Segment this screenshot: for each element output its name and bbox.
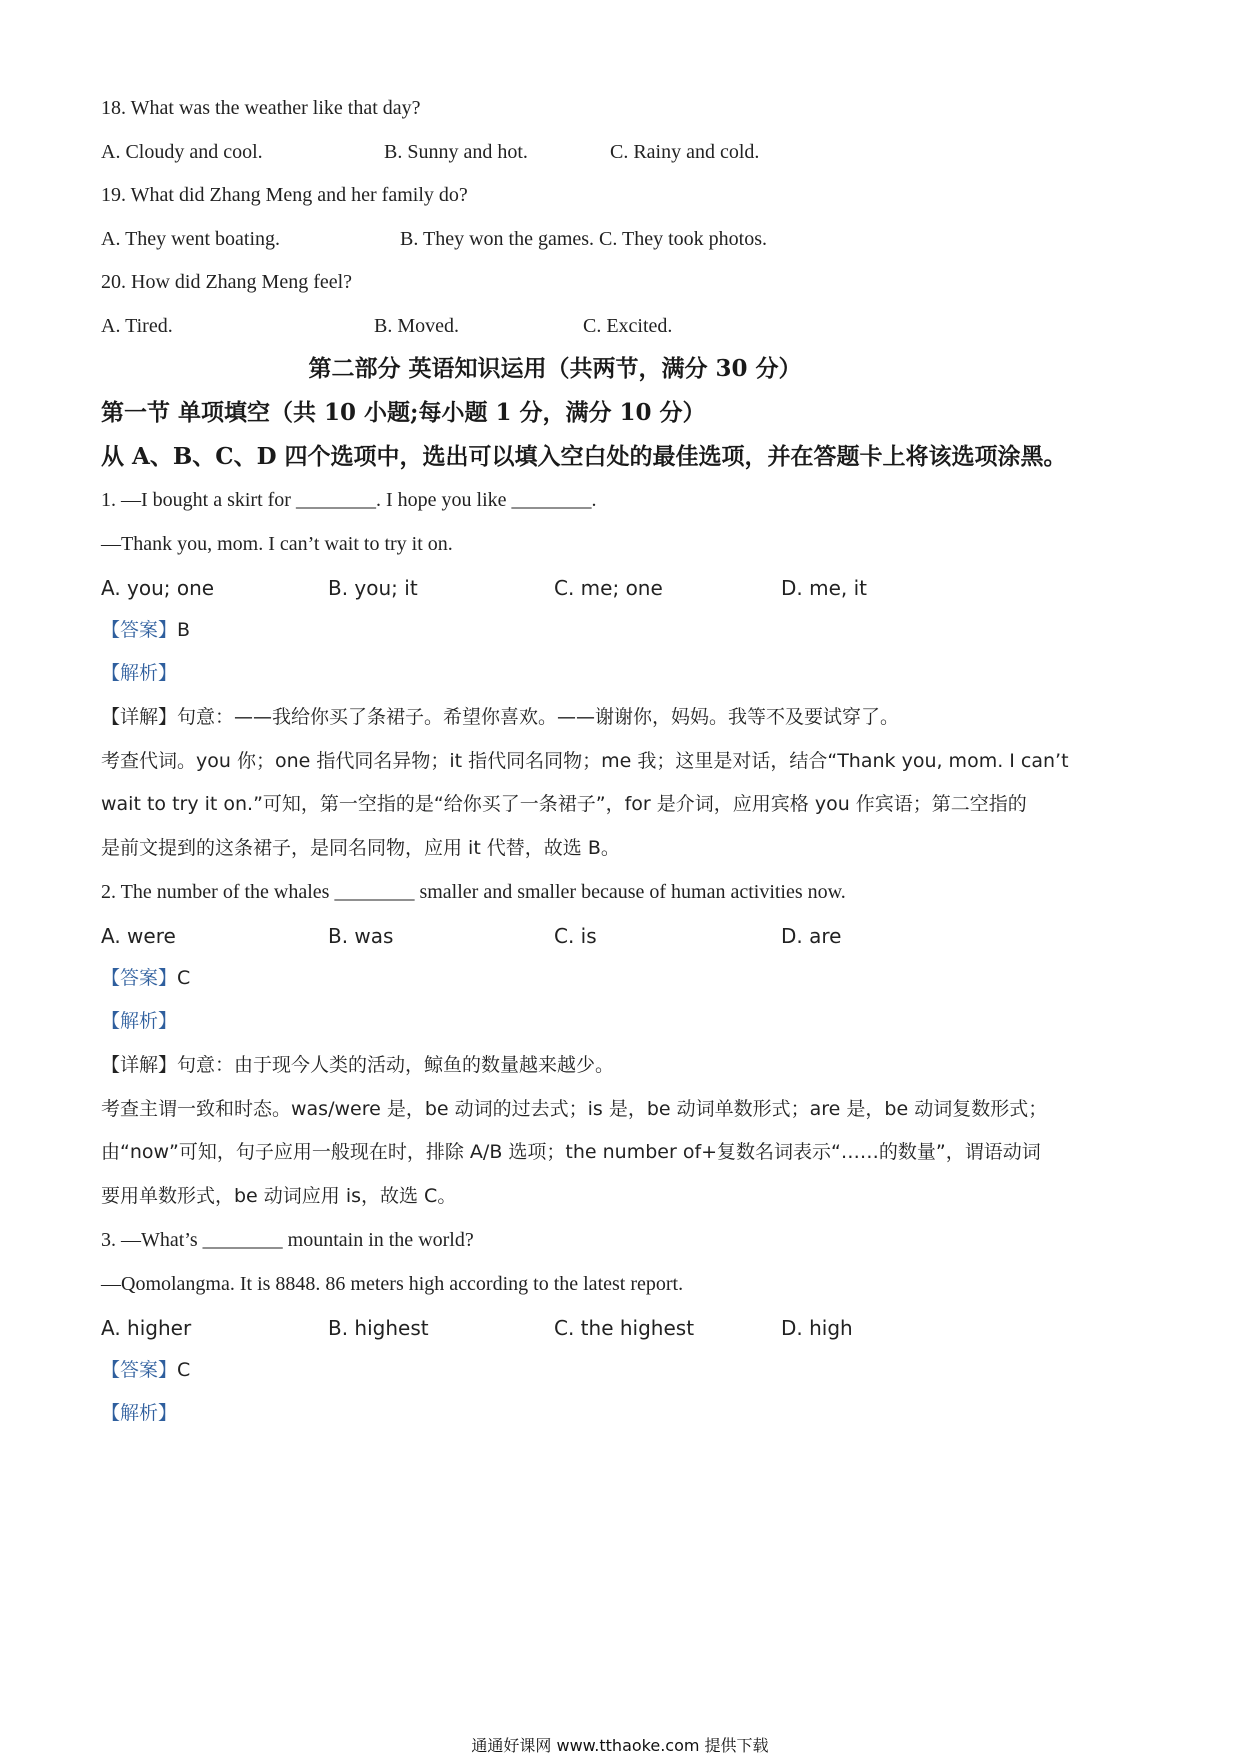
detail-label: 【详解】 [101,1054,178,1076]
section-one-title: 第一节 单项填空（共 10 小题;每小题 1 分，满分 10 分） [101,399,706,426]
question-18-text: 18. What was the weather like that day? [101,97,421,119]
question-18-option-b: B. Sunny and hot. [384,141,528,163]
part-two-title: 第二部分 英语知识运用（共两节，满分 30 分） [308,355,802,382]
question-2-detail [101,1056,614,1075]
question-2-explanation-line-3: 要用单数形式，be 动词应用 is，故选 C。 [101,1185,457,1207]
question-3-analysis-label: 【解析】 [101,1402,178,1424]
question-1-answer [101,621,190,640]
question-2-explanation-line-2: 由“now”可知，句子应用一般现在时，排除 A/B 选项；the number of+复数名词表示“……的数量”，谓语动词 [101,1141,1041,1163]
question-2-answer [101,969,190,988]
question-18-option-a: A. Cloudy and cool. [101,141,263,163]
question-19-option-bc: B. They won the games. C. They took photos. [400,228,768,250]
question-1-option-c: C. me; one [554,576,663,600]
question-3-option-b: B. highest [328,1316,429,1340]
question-2-line-1: 2. The number of the whales ________ smaller and smaller because of human activities now. [101,881,846,903]
answer-value: C [177,1359,191,1381]
question-2-option-c: C. is [554,924,597,948]
question-3-option-c: C. the highest [554,1316,695,1340]
answer-label: 【答案】 [101,1359,178,1381]
question-2-option-a: A. were [101,924,176,948]
question-1-explanation-line-1: 考查代词。you 你；one 指代同名异物；it 指代同名同物；me 我；这里是对话，结合“Thank you, mom. I can’t [101,750,1069,772]
question-19-option-a: A. They went boating. [101,228,281,250]
section-instruction: 从 A、B、C、D 四个选项中，选出可以填入空白处的最佳选项，并在答题卡上将该选项涂黑。 [101,443,1067,470]
question-1-line-2: —Thank you, mom. I can’t wait to try it on. [101,533,453,555]
question-20-text: 20. How did Zhang Meng feel? [101,271,353,293]
question-20-option-b: B. Moved. [374,315,459,337]
question-1-option-a: A. you; one [101,576,215,600]
detail-text: 句意：——我给你买了条裙子。希望你喜欢。——谢谢你，妈妈。我等不及要试穿了。 [177,706,900,728]
question-1-analysis-label: 【解析】 [101,662,178,684]
question-20-option-c: C. Excited. [583,315,673,337]
question-3-option-d: D. high [781,1316,853,1340]
question-2-option-b: B. was [328,924,394,948]
question-20-option-a: A. Tired. [101,315,173,337]
question-3-line-2: —Qomolangma. It is 8848. 86 meters high according to the latest report. [101,1273,684,1295]
detail-text: 句意：由于现今人类的活动，鲸鱼的数量越来越少。 [177,1054,615,1076]
question-2-explanation-line-1: 考查主谓一致和时态。was/were 是，be 动词的过去式；is 是，be 动词单数形式；are 是，be 动词复数形式； [101,1098,1048,1120]
question-2-option-d: D. are [781,924,842,948]
question-18-option-c: C. Rainy and cold. [610,141,760,163]
question-1-option-d: D. me, it [781,576,868,600]
question-3-option-a: A. higher [101,1316,192,1340]
answer-label: 【答案】 [101,619,178,641]
question-1-explanation-line-3: 是前文提到的这条裙子，是同名同物，应用 it 代替，故选 B。 [101,837,620,859]
answer-value: C [177,967,191,989]
question-1-detail [101,708,899,727]
question-1-line-1: 1. —I bought a skirt for ________. I hope you like ________. [101,489,597,511]
question-3-line-1: 3. —What’s ________ mountain in the world? [101,1229,474,1251]
question-3-answer [101,1361,190,1380]
page-footer: 通通好课网 www.tthaoke.com 提供下载 [471,1736,769,1755]
question-19-text: 19. What did Zhang Meng and her family do? [101,184,468,206]
question-2-analysis-label: 【解析】 [101,1010,178,1032]
question-1-option-b: B. you; it [328,576,418,600]
detail-label: 【详解】 [101,706,178,728]
answer-value: B [177,619,191,641]
answer-label: 【答案】 [101,967,178,989]
question-1-explanation-line-2: wait to try it on.”可知，第一空指的是“给你买了一条裙子”，for 是介词，应用宾格 you 作宾语；第二空指的 [101,793,1027,815]
